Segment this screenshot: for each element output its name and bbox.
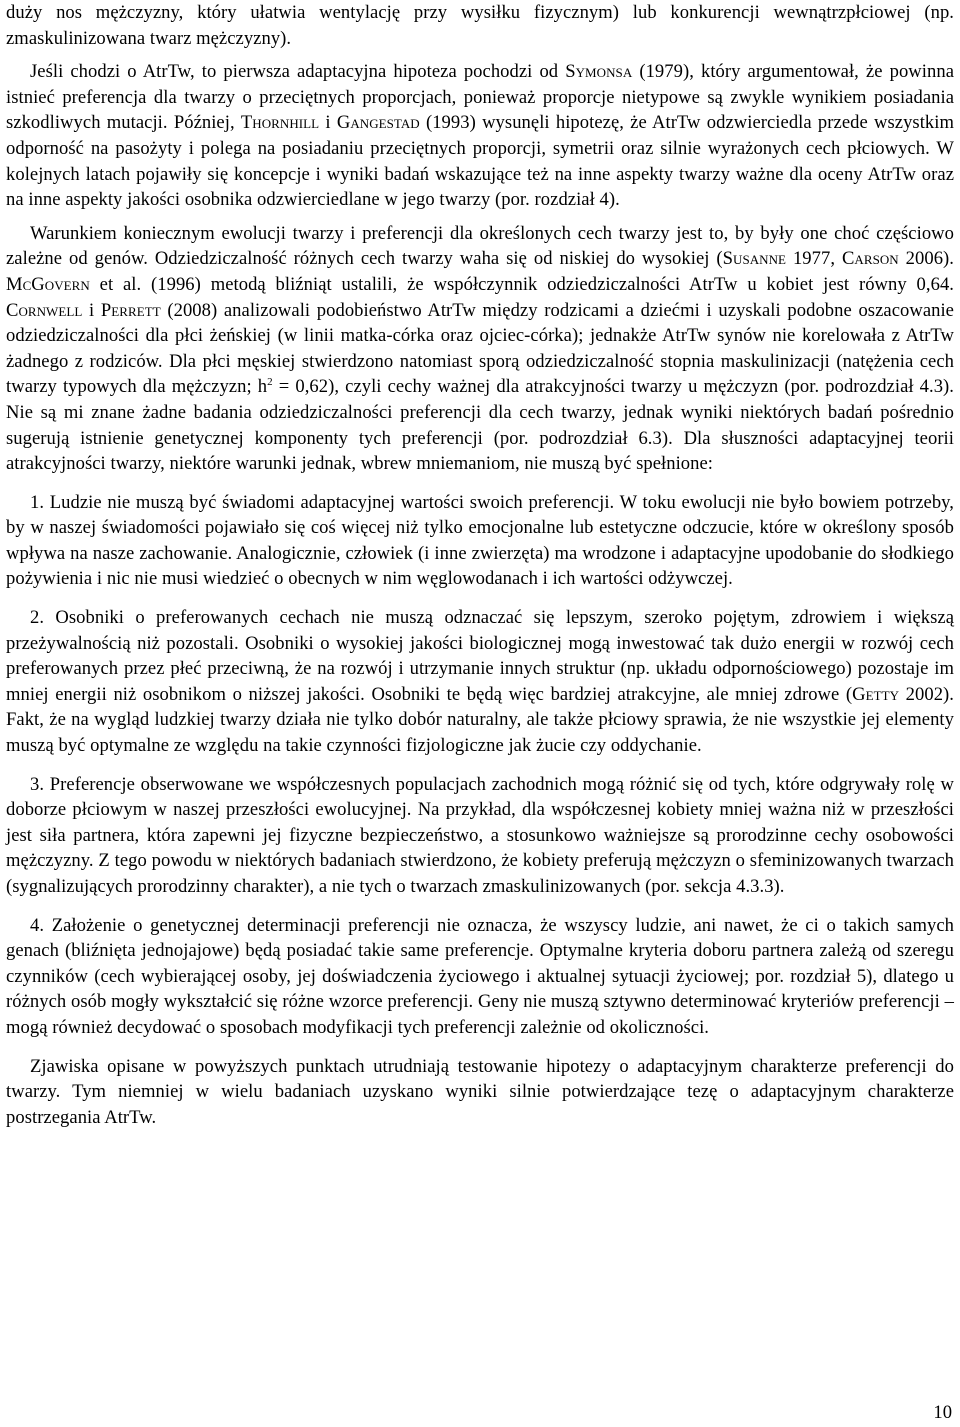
text-run: 4. Założenie o genetycznej determinacji preferencji nie oznacza, że wszyscy ludzie, ani nawet, że ci o takich samych genach (bliźnięta jednojajowe) będą posiadać takie same preferencje. Optymalne kryteria doboru partnera zależą od szeregu czynników (cech wybierającej osoby, jej doświadczenia życiowego i aktualnej sytuacji życiowej; por. rozdział 5), dlatego u różnych osób mogły wykształcić się różne wzorce preferencji. Geny nie muszą sztywno determinować kryteriów preferencji – mogą również decydować o sposobach modyfikacji tych preferencji zależnie od okoliczności. <box>6 914 954 1038</box>
text-run: (1979), który argumentował, że powinna istnieć preferencja dla twarzy o przeciętnych proporcjach, ponieważ proporcje nietypowe są zwykle wynikiem posiadania szkodliwych mutacji. Później, <box>6 61 954 134</box>
text-run: i <box>82 299 101 321</box>
text-run: 1. Ludzie nie muszą być świadomi adaptacyjnej wartości swoich preferencji. W toku ewolucji nie było bowiem potrzeby, by w naszej świadomości pojawiało się coś więcej niż tylko emocjonalne lub estetyczne odczucie, które w określony sposób wpływa na nasze zachowanie. Analogicznie, człowiek (i inne zwierzęta) ma wrodzone i adaptacyjne upodobanie do słodkiego pożywienia i nic nie musi wiedzieć o obecnych w nim węglowodanach i ich wartości odżywczej. <box>6 491 954 590</box>
text-run: 2006). <box>898 248 954 270</box>
list-item-point-1 <box>6 490 954 592</box>
author-name: Perrett <box>100 299 161 321</box>
text-run: 2002). Fakt, że na wygląd ludzkiej twarzy działa nie tylko dobór naturalny, ale także płciowy sprawia, że nie wszystkie jej elementy muszą być optymalne ze względu na takie czynności fizjologiczne jak żucie czy oddychanie. <box>6 683 954 757</box>
paragraph-conclusion <box>6 1054 954 1131</box>
list-item-point-4 <box>6 913 954 1041</box>
paragraph-heritability <box>6 221 954 477</box>
author-name: Symonsa <box>565 61 633 83</box>
author-name: McGovern <box>6 273 90 295</box>
text-run: 1977, <box>786 248 842 270</box>
author-name: Gangestad <box>336 112 420 134</box>
text-run: 3. Preferencje obserwowane we współczesnych populacjach zachodnich mogą różnić się od tych, które odgrywały rolę w doborze płciowym w naszej przeszłości ewolucyjnej. Na przykład, dla współczesnej kobiety mniej ważna niż w przeszłości jest siła partnera, która zapewni jej fizyczne bezpieczeństwo, a stosunkowo ważniejsze są prorodzinne cechy osobowości mężczyzny. Z tego powodu w niektórych badaniach stwierdzono, że kobiety preferują mężczyzn o sfeminizowanych twarzach (sygnalizujących prorodzinny charakter), a nie tych o twarzach zmaskulinizowanych (por. sekcja 4.3.3). <box>6 773 954 897</box>
text-run: duży nos mężczyzny, który ułatwia wentylację przy wysiłku fizycznym) lub konkurencji wewnątrzpłciowej (np. zmaskulinizowana twarz mężczyzny). <box>6 2 954 49</box>
text-run: = 0,62), czyli cechy ważnej dla atrakcyjności twarzy u mężczyzn (por. podrozdział 4.3). Nie są mi znane żadne badania odziedziczalności preferencji dla cech twarzy, jednak wyniki niektórych badań pośrednio sugerują istnienie genetycznej komponenty tych preferencji (por. podrozdział 6.3). Dla słuszności adaptacyjnej teorii atrakcyjności twarzy, niektóre warunki jednak, wbrew mniemaniom, nie muszą być spełnione: <box>6 376 955 475</box>
author-name: Susanne <box>722 248 787 270</box>
text-run: et al. (1996) metodą bliźniąt ustalili, że współczynnik odziedziczalności AtrTw u kobiet jest równy 0,64. <box>89 273 954 295</box>
text-run: Warunkiem koniecznym ewolucji twarzy i preferencji dla określonych cech twarzy jest to, by były one choć częściowo zależne od genów. Odziedziczalność różnych cech twarzy waha się od niskiej do wysokiej ( <box>6 222 954 270</box>
text-run: (1993) wysunęli hipotezę, że AtrTw odzwierciedla przede wszystkim odporność na pasożyty i polega na posiadaniu przeciętnych proporcji, symetrii oraz silnie wyrażonych cech płciowych. W kolejnych latach pojawiły się koncepcje i wyniki badań wskazujące też na inne aspekty twarzy ważne dla oceny AtrTw oraz na inne aspekty jakości osobnika odzwierciedlane w jego twarzy (por. rozdział 4). <box>6 112 954 211</box>
list-item-point-3 <box>6 772 954 900</box>
superscript: 2 <box>267 376 273 389</box>
text-run: Jeśli chodzi o AtrTw, to pierwsza adaptacyjna hipoteza pochodzi od <box>30 61 566 83</box>
text-run: (2008) analizowali podobieństwo AtrTw między rodzicami a dziećmi i uzyskali podobne oszacowanie odziedziczalności dla płci żeńskiej (w linii matka-córka oraz ojciec-córka); jednakże AtrTw synów nie korelowała z AtrTw żadnego z rodziców. Dla płci męskiej stwierdzono natomiast sporą odziedziczalność stopnia maskulinizacji (natężenia cech twarzy typowych dla mężczyzn; h <box>6 299 954 398</box>
author-name: Cornwell <box>6 299 83 321</box>
document-page <box>6 0 954 1130</box>
text-run: i <box>319 112 337 134</box>
text-run: Zjawiska opisane w powyższych punktach utrudniają testowanie hipotezy o adaptacyjnym charakterze preferencji do twarzy. Tym niemniej w wielu badaniach uzyskano wyniki silnie potwierdzające tezę o adaptacyjnym charakterze postrzegania AtrTw. <box>6 1055 954 1128</box>
list-item-point-2 <box>6 605 954 759</box>
paragraph-symons-hypothesis <box>6 59 954 213</box>
text-run: 2. Osobniki o preferowanych cechach nie muszą odznaczać się lepszym, szeroko pojętym, zdrowiem i większą przeżywalnością niż pozostali. Osobniki o wysokiej jakości biologicznej mogą inwestować tak dużo energii w rozwój cech preferowanych przez płeć przeciwną, że na rozwój i utrzymanie innych struktur (np. układu odpornościowego) pozostaje im mniej energii niż osobnikom o niższej jakości. Osobniki te będą więc bardziej atrakcyjne, ale mniej zdrowe ( <box>6 607 954 705</box>
page-number: 10 <box>933 1402 952 1423</box>
author-name: Getty <box>852 683 900 705</box>
paragraph-continuation <box>6 0 954 51</box>
author-name: Carson <box>841 248 899 270</box>
author-name: Thornhill <box>240 112 320 134</box>
